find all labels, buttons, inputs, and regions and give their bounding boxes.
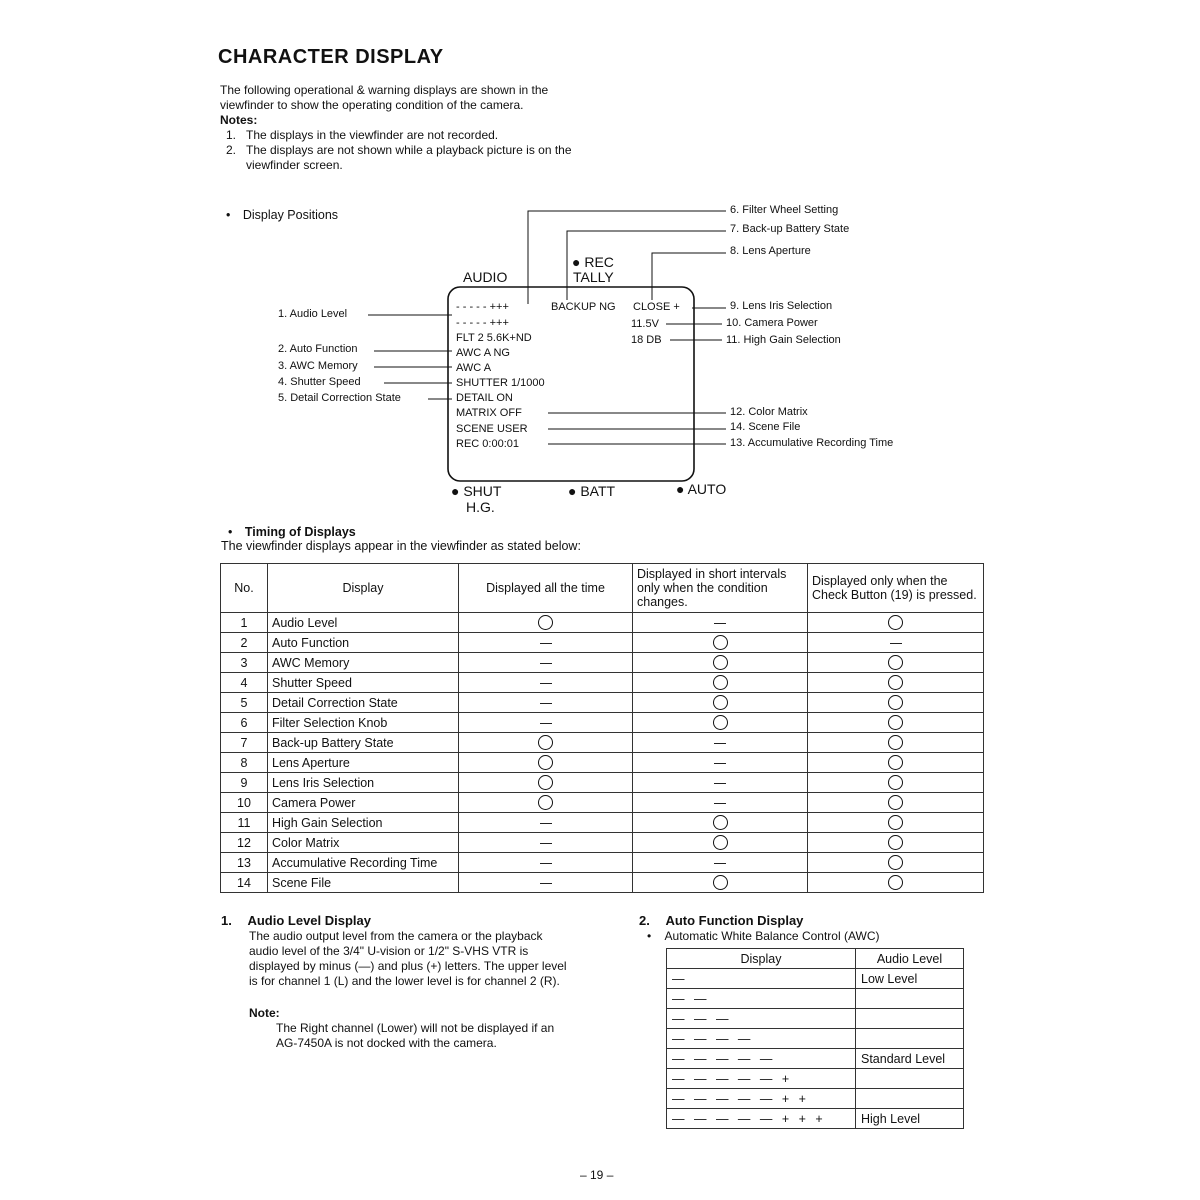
row-mark-c	[808, 693, 984, 713]
screen-close: CLOSE +	[633, 301, 680, 313]
awc-level-cell	[856, 989, 964, 1009]
table-row	[221, 693, 984, 713]
row-display-name: Shutter Speed	[268, 673, 459, 693]
row-number: 4	[221, 673, 268, 693]
row-display-name: Auto Function	[268, 633, 459, 653]
row-number: 5	[221, 693, 268, 713]
dash-mark-icon	[540, 703, 552, 704]
row-mark-b	[633, 733, 808, 753]
dash-mark-icon	[714, 623, 726, 624]
row-mark-b	[633, 773, 808, 793]
row-mark-b	[633, 873, 808, 893]
circle-mark-icon	[888, 795, 903, 810]
circle-mark-icon	[538, 775, 553, 790]
screen-backup: BACKUP NG	[551, 301, 616, 313]
screen-awc-a: AWC A	[456, 362, 492, 374]
screen-filter: FLT 2 5.6K+ND	[456, 332, 532, 344]
row-number: 7	[221, 733, 268, 753]
hg-label: H.G.	[466, 499, 495, 515]
callout-audio-level: 1. Audio Level	[278, 308, 348, 320]
row-number: 1	[221, 613, 268, 633]
header-audio-level: Audio Level	[856, 949, 964, 969]
awc-table	[666, 948, 964, 1129]
table-row	[221, 773, 984, 793]
row-mark-a	[459, 833, 633, 853]
table-header-row	[667, 949, 964, 969]
screen-voltage: 11.5V	[631, 318, 659, 330]
dash-mark-icon	[540, 823, 552, 824]
table-row	[221, 613, 984, 633]
table-row	[667, 989, 964, 1009]
row-mark-c	[808, 773, 984, 793]
row-display-name: AWC Memory	[268, 653, 459, 673]
row-mark-a	[459, 873, 633, 893]
table-row	[221, 833, 984, 853]
section-number: 1.	[221, 913, 232, 928]
circle-mark-icon	[713, 675, 728, 690]
row-mark-a	[459, 853, 633, 873]
table-row	[221, 673, 984, 693]
section-number: 2.	[639, 913, 650, 928]
row-mark-c	[808, 653, 984, 673]
table-row	[667, 1009, 964, 1029]
awc-display-cell: — —	[667, 989, 856, 1009]
table-row	[221, 733, 984, 753]
row-mark-a	[459, 613, 633, 633]
table-row	[221, 873, 984, 893]
circle-mark-icon	[888, 875, 903, 890]
callout-shutter-speed: 4. Shutter Speed	[278, 376, 361, 388]
callout-filter-wheel: 6. Filter Wheel Setting	[730, 204, 839, 216]
note-number: 1.	[226, 128, 237, 142]
awc-display-cell: — — — — — +	[667, 1069, 856, 1089]
circle-mark-icon	[713, 715, 728, 730]
dash-mark-icon	[890, 643, 902, 644]
row-display-name: Scene File	[268, 873, 459, 893]
row-mark-b	[633, 853, 808, 873]
row-mark-c	[808, 733, 984, 753]
awc-display-cell: — — — — —	[667, 1049, 856, 1069]
page-title: CHARACTER DISPLAY	[218, 46, 444, 68]
row-number: 9	[221, 773, 268, 793]
row-mark-c	[808, 673, 984, 693]
table-row	[667, 969, 964, 989]
row-number: 3	[221, 653, 268, 673]
timing-table	[220, 563, 984, 893]
callout-auto-function: 2. Auto Function	[278, 343, 358, 355]
intro-text: The following operational & warning displays are shown in the viewfinder to show the operating condition of the camera.	[220, 83, 549, 112]
header-short-intervals: Displayed in short intervals only when the condition changes.	[633, 564, 808, 613]
circle-mark-icon	[888, 615, 903, 630]
screen-audio-ch1: - - - - - +++	[456, 301, 509, 313]
row-mark-b	[633, 673, 808, 693]
circle-mark-icon	[713, 815, 728, 830]
circle-mark-icon	[538, 795, 553, 810]
table-row	[221, 713, 984, 733]
note-text: The displays are not shown while a playback picture is on the viewfinder screen.	[246, 143, 572, 172]
section-heading: Timing of Displays	[244, 525, 356, 539]
row-mark-b	[633, 753, 808, 773]
audio-level-body: The audio output level from the camera or the playback audio level of the 3/4" U-vision or 1/2" S-VHS VTR is displayed by minus (—) and plus (+) letters. The upper level is for channel 1 (L) and the lower level is for channel 2 (R).	[249, 929, 567, 988]
table-row	[667, 1109, 964, 1129]
row-mark-a	[459, 733, 633, 753]
circle-mark-icon	[888, 755, 903, 770]
note-number: 2.	[226, 143, 237, 157]
row-mark-c	[808, 713, 984, 733]
circle-mark-icon	[888, 815, 903, 830]
dash-mark-icon	[540, 683, 552, 684]
circle-mark-icon	[713, 635, 728, 650]
batt-label: ● BATT	[568, 483, 616, 499]
screen-audio-ch2: - - - - - +++	[456, 317, 509, 329]
row-number: 11	[221, 813, 268, 833]
circle-mark-icon	[888, 775, 903, 790]
dash-mark-icon	[540, 723, 552, 724]
screen-scene: SCENE USER	[456, 423, 528, 435]
section-heading: Display Positions	[242, 208, 339, 222]
row-mark-a	[459, 633, 633, 653]
leader-8	[652, 253, 726, 300]
section-title: Auto Function Display	[665, 913, 804, 928]
header-check-button: Displayed only when the Check Button (19) is pressed.	[808, 564, 984, 613]
row-number: 10	[221, 793, 268, 813]
screen-rec-time: REC 0:00:01	[456, 438, 519, 450]
circle-mark-icon	[888, 715, 903, 730]
callout-high-gain: 11. High Gain Selection	[726, 334, 841, 346]
circle-mark-icon	[713, 835, 728, 850]
table-row	[667, 1049, 964, 1069]
page-number: – 19 –	[580, 1168, 614, 1182]
row-mark-a	[459, 713, 633, 733]
row-mark-a	[459, 773, 633, 793]
row-display-name: Filter Selection Knob	[268, 713, 459, 733]
screen-shutter: SHUTTER 1/1000	[456, 377, 545, 389]
circle-mark-icon	[888, 835, 903, 850]
circle-mark-icon	[888, 735, 903, 750]
row-mark-a	[459, 753, 633, 773]
rec-label: ● REC	[572, 254, 614, 270]
notes-heading: Notes:	[220, 113, 258, 127]
dash-mark-icon	[714, 763, 726, 764]
row-mark-c	[808, 753, 984, 773]
row-mark-b	[633, 793, 808, 813]
screen-detail: DETAIL ON	[456, 392, 513, 404]
awc-level-cell: Standard Level	[856, 1049, 964, 1069]
auto-function-heading	[639, 913, 803, 928]
audio-label: AUDIO	[463, 269, 508, 285]
dash-mark-icon	[714, 863, 726, 864]
awc-display-cell: — — — — — + + +	[667, 1109, 856, 1129]
section-title: Audio Level Display	[247, 913, 372, 928]
audio-level-note-heading: Note:	[249, 1006, 280, 1020]
screen-gain: 18 DB	[631, 334, 662, 346]
callout-backup-battery: 7. Back-up Battery State	[730, 223, 850, 235]
awc-level-cell	[856, 1069, 964, 1089]
row-display-name: Audio Level	[268, 613, 459, 633]
table-row	[221, 633, 984, 653]
dash-mark-icon	[540, 883, 552, 884]
dash-mark-icon	[714, 743, 726, 744]
row-mark-b	[633, 613, 808, 633]
callout-scene-file: 14. Scene File	[730, 421, 801, 433]
table-row	[667, 1089, 964, 1109]
row-mark-a	[459, 693, 633, 713]
note-text: The displays in the viewfinder are not recorded.	[246, 128, 499, 142]
row-mark-c	[808, 813, 984, 833]
awc-table-body	[667, 969, 964, 1129]
shut-label: ● SHUT	[451, 483, 502, 499]
table-header-row	[221, 564, 984, 613]
row-mark-c	[808, 853, 984, 873]
auto-function-subtitle	[647, 929, 880, 944]
row-display-name: Lens Iris Selection	[268, 773, 459, 793]
circle-mark-icon	[888, 695, 903, 710]
bullet-icon: •	[226, 208, 231, 222]
bullet-icon: •	[228, 525, 233, 539]
awc-display-cell: —	[667, 969, 856, 989]
audio-level-note: The Right channel (Lower) will not be displayed if an AG-7450A is not docked with the camera.	[276, 1021, 555, 1050]
callout-lens-aperture: 8. Lens Aperture	[730, 245, 811, 257]
dash-mark-icon	[714, 783, 726, 784]
row-number: 2	[221, 633, 268, 653]
circle-mark-icon	[713, 695, 728, 710]
callout-detail-correction: 5. Detail Correction State	[278, 392, 401, 404]
circle-mark-icon	[888, 855, 903, 870]
table-row	[221, 653, 984, 673]
row-mark-b	[633, 693, 808, 713]
awc-level-cell	[856, 1089, 964, 1109]
audio-level-heading	[221, 913, 371, 928]
circle-mark-icon	[888, 675, 903, 690]
dash-mark-icon	[540, 843, 552, 844]
table-row	[667, 1029, 964, 1049]
circle-mark-icon	[538, 615, 553, 630]
row-mark-c	[808, 873, 984, 893]
row-display-name: Camera Power	[268, 793, 459, 813]
dash-mark-icon	[540, 663, 552, 664]
row-mark-a	[459, 793, 633, 813]
screen-awc-ng: AWC A NG	[456, 347, 510, 359]
awc-level-cell	[856, 1009, 964, 1029]
callout-camera-power: 10. Camera Power	[726, 317, 818, 329]
row-mark-b	[633, 713, 808, 733]
awc-level-cell	[856, 1029, 964, 1049]
circle-mark-icon	[713, 655, 728, 670]
subtitle-text: Automatic White Balance Control (AWC)	[664, 929, 880, 943]
row-number: 6	[221, 713, 268, 733]
dash-mark-icon	[714, 803, 726, 804]
header-display: Display	[268, 564, 459, 613]
row-mark-a	[459, 673, 633, 693]
header-no: No.	[221, 564, 268, 613]
table-row	[221, 793, 984, 813]
circle-mark-icon	[538, 735, 553, 750]
timing-subtitle: The viewfinder displays appear in the viewfinder as stated below:	[221, 539, 581, 553]
row-number: 8	[221, 753, 268, 773]
header-all-time: Displayed all the time	[459, 564, 633, 613]
dash-mark-icon	[540, 863, 552, 864]
awc-level-cell: Low Level	[856, 969, 964, 989]
awc-level-cell: High Level	[856, 1109, 964, 1129]
callout-recording-time: 13. Accumulative Recording Time	[730, 437, 894, 449]
row-mark-b	[633, 653, 808, 673]
row-display-name: Accumulative Recording Time	[268, 853, 459, 873]
awc-display-cell: — — — — — + +	[667, 1089, 856, 1109]
table-row	[221, 853, 984, 873]
row-mark-a	[459, 813, 633, 833]
row-display-name: High Gain Selection	[268, 813, 459, 833]
circle-mark-icon	[888, 655, 903, 670]
row-number: 12	[221, 833, 268, 853]
dash-mark-icon	[540, 643, 552, 644]
leader-6	[528, 211, 726, 304]
bullet-icon: •	[647, 929, 652, 943]
callout-color-matrix: 12. Color Matrix	[730, 406, 808, 418]
callout-awc-memory: 3. AWC Memory	[278, 360, 358, 372]
row-mark-c	[808, 613, 984, 633]
table-row	[221, 753, 984, 773]
row-mark-a	[459, 653, 633, 673]
row-mark-b	[633, 633, 808, 653]
row-number: 14	[221, 873, 268, 893]
table-row	[221, 813, 984, 833]
row-display-name: Lens Aperture	[268, 753, 459, 773]
tally-label: TALLY	[573, 269, 614, 285]
row-mark-b	[633, 813, 808, 833]
awc-display-cell: — — — —	[667, 1029, 856, 1049]
row-number: 13	[221, 853, 268, 873]
row-mark-c	[808, 793, 984, 813]
row-display-name: Color Matrix	[268, 833, 459, 853]
row-display-name: Detail Correction State	[268, 693, 459, 713]
row-mark-c	[808, 633, 984, 653]
row-display-name: Back-up Battery State	[268, 733, 459, 753]
header-display: Display	[667, 949, 856, 969]
row-mark-c	[808, 833, 984, 853]
awc-display-cell: — — —	[667, 1009, 856, 1029]
screen-matrix: MATRIX OFF	[456, 407, 522, 419]
timing-table-body	[221, 613, 984, 893]
row-mark-b	[633, 833, 808, 853]
auto-label: ● AUTO	[676, 481, 727, 497]
table-row	[667, 1069, 964, 1089]
circle-mark-icon	[538, 755, 553, 770]
circle-mark-icon	[713, 875, 728, 890]
callout-lens-iris: 9. Lens Iris Selection	[730, 300, 833, 312]
